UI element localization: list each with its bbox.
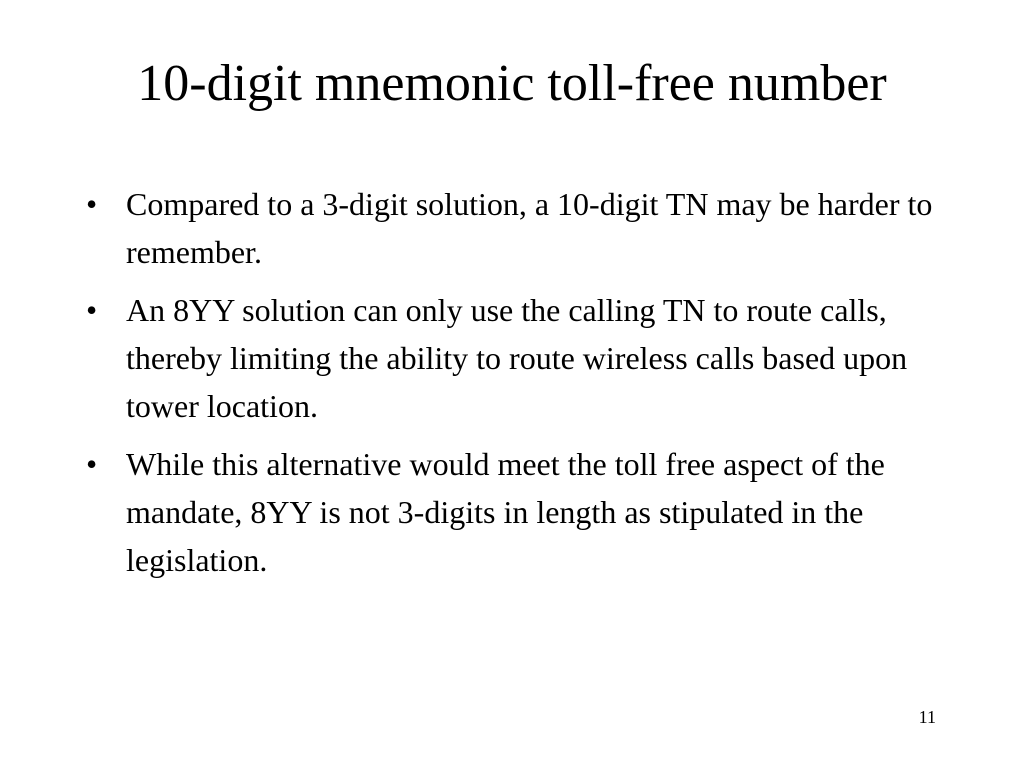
bullet-text: While this alternative would meet the toll free aspect of the mandate, 8YY is not 3-digits in length as stipulated in the legislation. bbox=[126, 446, 885, 578]
bullet-icon: • bbox=[86, 186, 98, 222]
bullet-list bbox=[86, 180, 946, 594]
page-number: 11 bbox=[918, 707, 936, 727]
bullet-icon: • bbox=[86, 292, 98, 328]
slide-title: 10-digit mnemonic toll-free number bbox=[137, 55, 887, 112]
bullet-icon: • bbox=[86, 446, 98, 482]
bullet-item bbox=[86, 286, 946, 430]
bullet-item bbox=[86, 440, 946, 584]
bullet-text: Compared to a 3-digit solution, a 10-digit TN may be harder to remember. bbox=[126, 186, 933, 270]
bullet-item bbox=[86, 180, 946, 276]
bullet-text: An 8YY solution can only use the calling TN to route calls, thereby limiting the ability to route wireless calls based upon tower location. bbox=[126, 292, 908, 424]
